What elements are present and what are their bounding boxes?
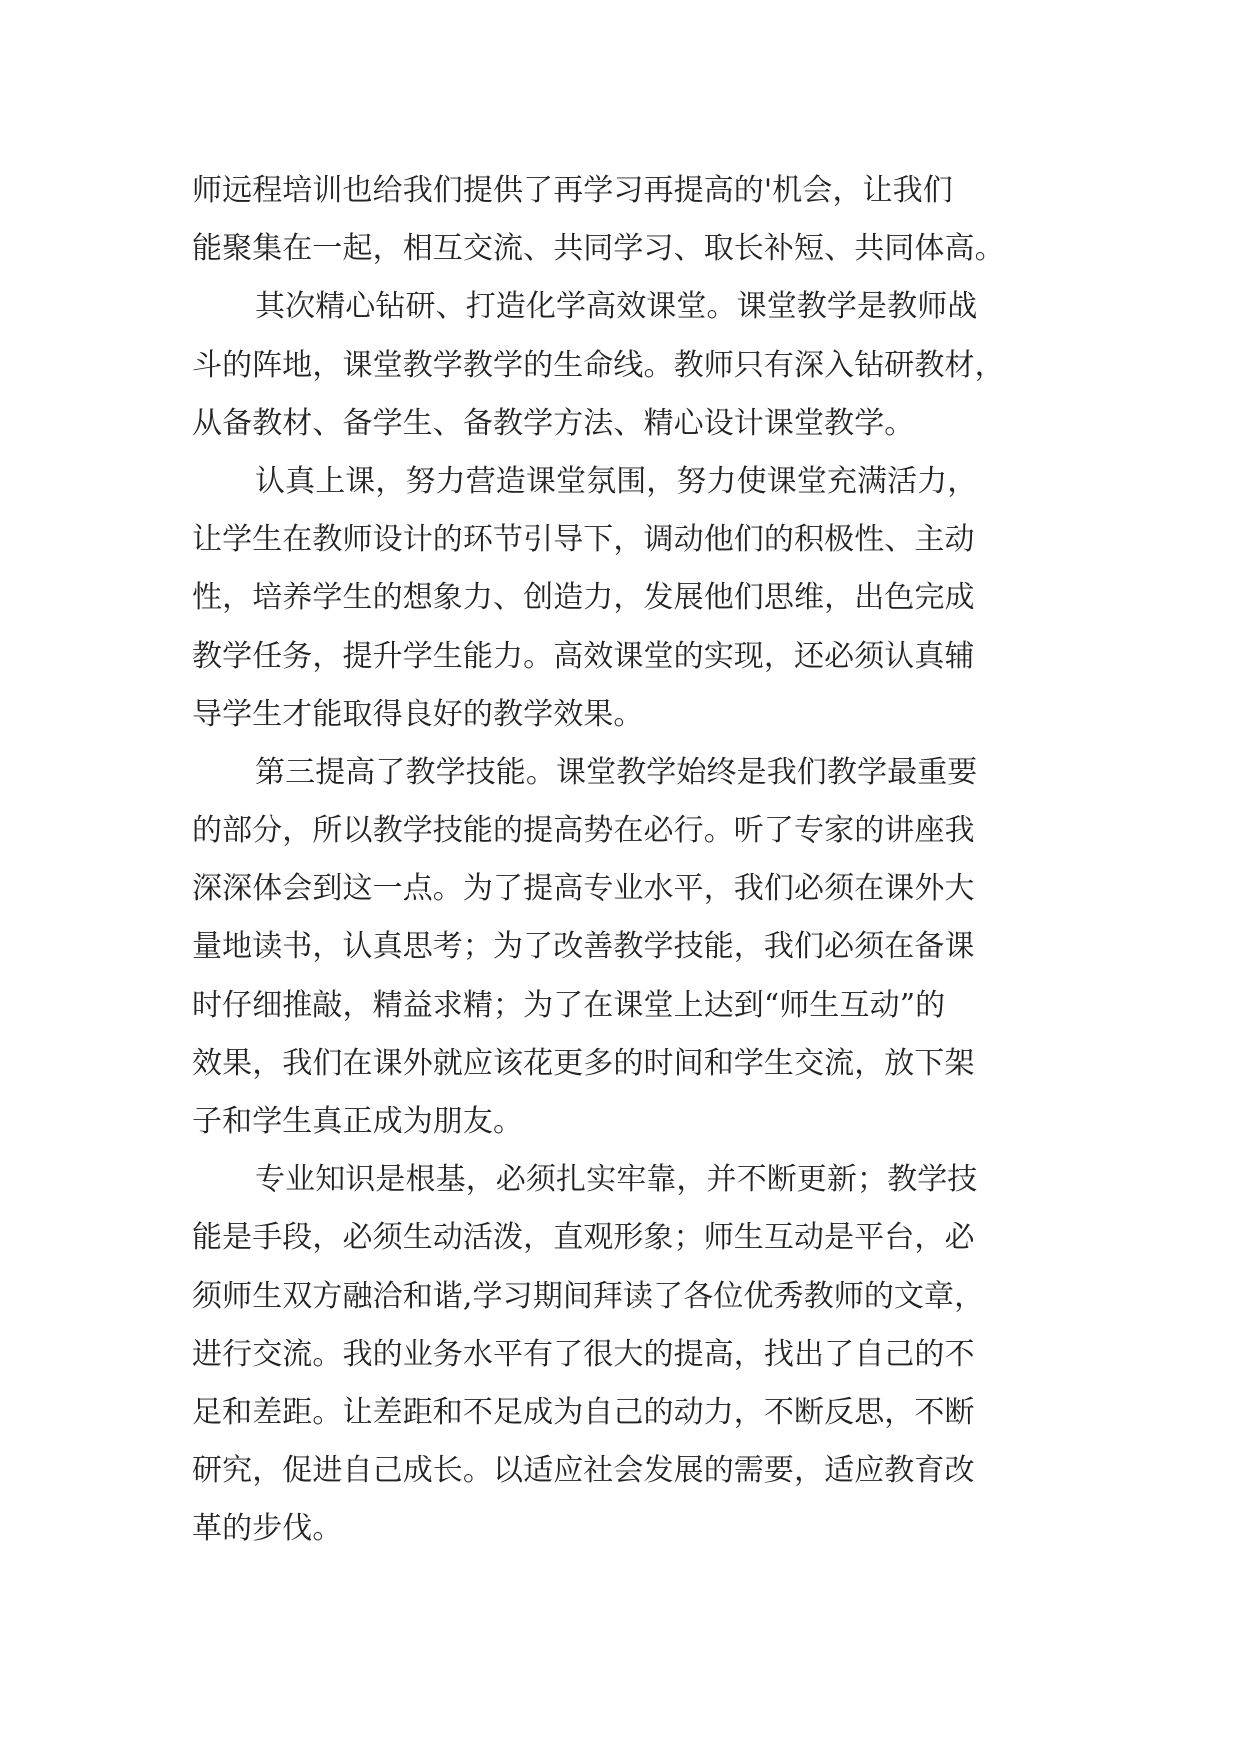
text-line: 认真上课，努力营造课堂氛围，努力使课堂充满活力， bbox=[255, 463, 978, 499]
text-line: 从备教材、备学生、备教学方法、精心设计课堂教学。 bbox=[192, 405, 915, 441]
text-line: 量地读书，认真思考；为了改善教学技能，我们必须在备课 bbox=[192, 929, 975, 965]
text-line: 教学任务，提升学生能力。高效课堂的实现，还必须认真辅 bbox=[192, 638, 975, 674]
text-line: 能是手段，必须生动活泼，直观形象；师生互动是平台，必 bbox=[192, 1220, 975, 1256]
text-line: 研究，促进自己成长。以适应社会发展的需要，适应教育改 bbox=[192, 1453, 975, 1489]
text-line: 足和差距。让差距和不足成为自己的动力，不断反思，不断 bbox=[192, 1394, 975, 1430]
text-line: 师远程培训也给我们提供了再学习再提高的'机会，让我们 bbox=[192, 173, 953, 208]
text-line: 能聚集在一起，相互交流、共同学习、取长补短、共同体高。 bbox=[192, 231, 1005, 267]
text-line: 时仔细推敲，精益求精；为了在课堂上达到“师生互动”的 bbox=[192, 987, 946, 1023]
text-line: 让学生在教师设计的环节引导下，调动他们的积极性、主动 bbox=[192, 522, 975, 558]
text-line: 斗的阵地，课堂教学教学的生命线。教师只有深入钻研教材， bbox=[192, 347, 1005, 383]
text-line: 导学生才能取得良好的教学效果。 bbox=[192, 696, 644, 732]
paragraph-5 bbox=[192, 1151, 1060, 1558]
document-body bbox=[192, 162, 1060, 1559]
paragraph-3 bbox=[192, 453, 1060, 744]
text-line: 的部分，所以教学技能的提高势在必行。听了专家的讲座我 bbox=[192, 813, 975, 849]
text-line: 深深体会到这一点。为了提高专业水平，我们必须在课外大 bbox=[192, 871, 975, 907]
paragraph-2 bbox=[192, 278, 1060, 453]
text-line: 第三提高了教学技能。课堂教学始终是我们教学最重要 bbox=[255, 754, 978, 790]
text-line: 革的步伐。 bbox=[192, 1511, 343, 1547]
text-line: 其次精心钻研、打造化学高效课堂。课堂教学是教师战 bbox=[255, 289, 978, 325]
paragraph-4 bbox=[192, 744, 1060, 1151]
text-line: 专业知识是根基，必须扎实牢靠，并不断更新；教学技 bbox=[255, 1162, 978, 1198]
text-line: 效果，我们在课外就应该花更多的时间和学生交流，放下架 bbox=[192, 1045, 975, 1081]
text-line: 进行交流。我的业务水平有了很大的提高，找出了自己的不 bbox=[192, 1336, 975, 1372]
text-line: 须师生双方融洽和谐,学习期间拜读了各位优秀教师的文章， bbox=[192, 1278, 985, 1314]
paragraph-1 bbox=[192, 162, 1060, 278]
text-line: 子和学生真正成为朋友。 bbox=[192, 1104, 524, 1139]
text-line: 性，培养学生的想象力、创造力，发展他们思维，出色完成 bbox=[192, 580, 975, 616]
